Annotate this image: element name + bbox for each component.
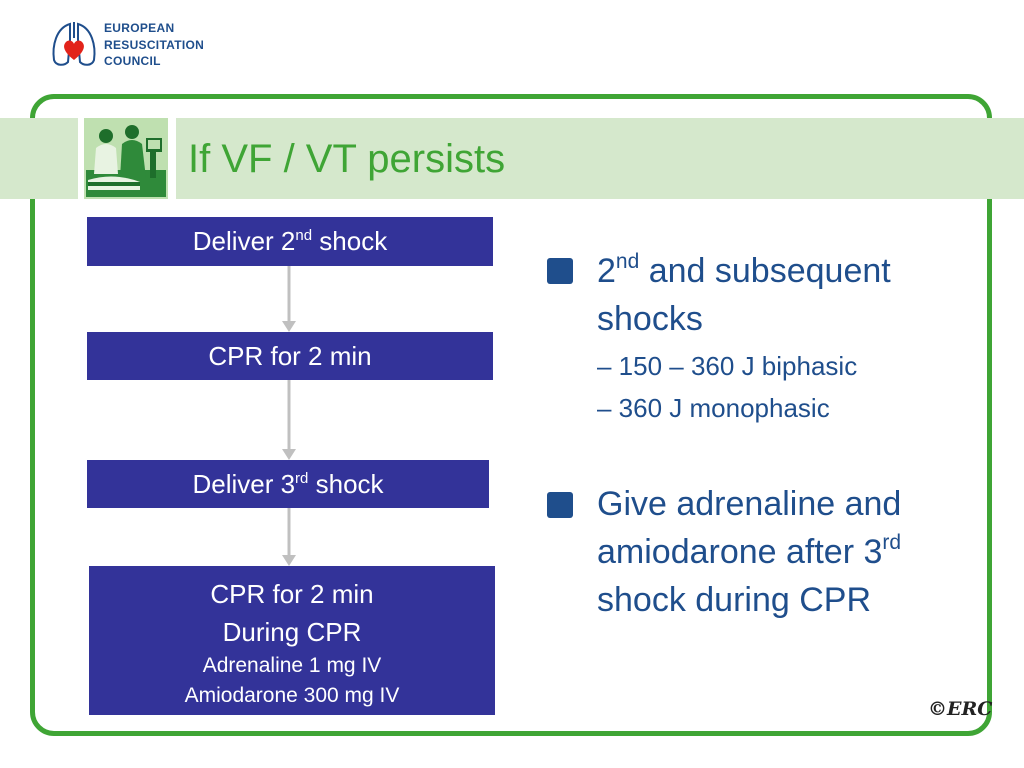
step-deliver-3rd-shock — [87, 460, 489, 508]
copyright-mark: ©ERC — [928, 698, 993, 720]
logo-line-3: COUNCIL — [104, 54, 161, 68]
step-line-amiodarone: Amiodarone 300 mg IV — [184, 683, 400, 707]
bullet-square-icon — [547, 258, 573, 284]
step-cpr-with-drugs — [89, 566, 495, 715]
bullet-line: shocks — [597, 300, 703, 338]
erc-logo-icon — [50, 20, 98, 70]
bullet-drugs — [597, 480, 901, 624]
erc-logo-text — [104, 20, 204, 70]
sub-bullet-list — [597, 345, 857, 429]
header-band-left — [0, 118, 78, 199]
bullet-line: Give adrenaline and — [597, 485, 902, 523]
slide-title: If VF / VT persists — [188, 137, 506, 181]
bullet-shocks — [597, 247, 891, 343]
bullet-square-icon — [547, 492, 573, 518]
step-line-during: During CPR — [222, 616, 362, 647]
arrow-down-icon — [282, 380, 296, 460]
step-text: Deliver 2nd shock — [192, 226, 388, 256]
sub-bullet-monophasic: – 360 J monophasic — [597, 393, 830, 423]
step-text: Deliver 3rd shock — [192, 468, 384, 499]
step-text: CPR for 2 min — [208, 340, 372, 371]
logo-line-1: EUROPEAN — [104, 21, 175, 35]
step-line-cpr: CPR for 2 min — [210, 578, 374, 609]
sub-bullet-biphasic: – 150 – 360 J biphasic — [597, 351, 858, 381]
step-cpr-2-min — [87, 332, 493, 380]
step-line-adrenaline: Adrenaline 1 mg IV — [202, 653, 382, 677]
arrow-down-icon — [282, 508, 296, 566]
arrow-down-icon — [282, 266, 296, 332]
bullet-line: shock during CPR — [597, 581, 872, 619]
bullet-line: amiodarone after 3rd — [597, 531, 902, 571]
resuscitation-photo — [84, 118, 168, 199]
bullet-line: 2nd and subsequent — [597, 250, 891, 290]
logo-line-2: RESUSCITATION — [104, 37, 205, 52]
step-deliver-2nd-shock — [87, 217, 493, 266]
